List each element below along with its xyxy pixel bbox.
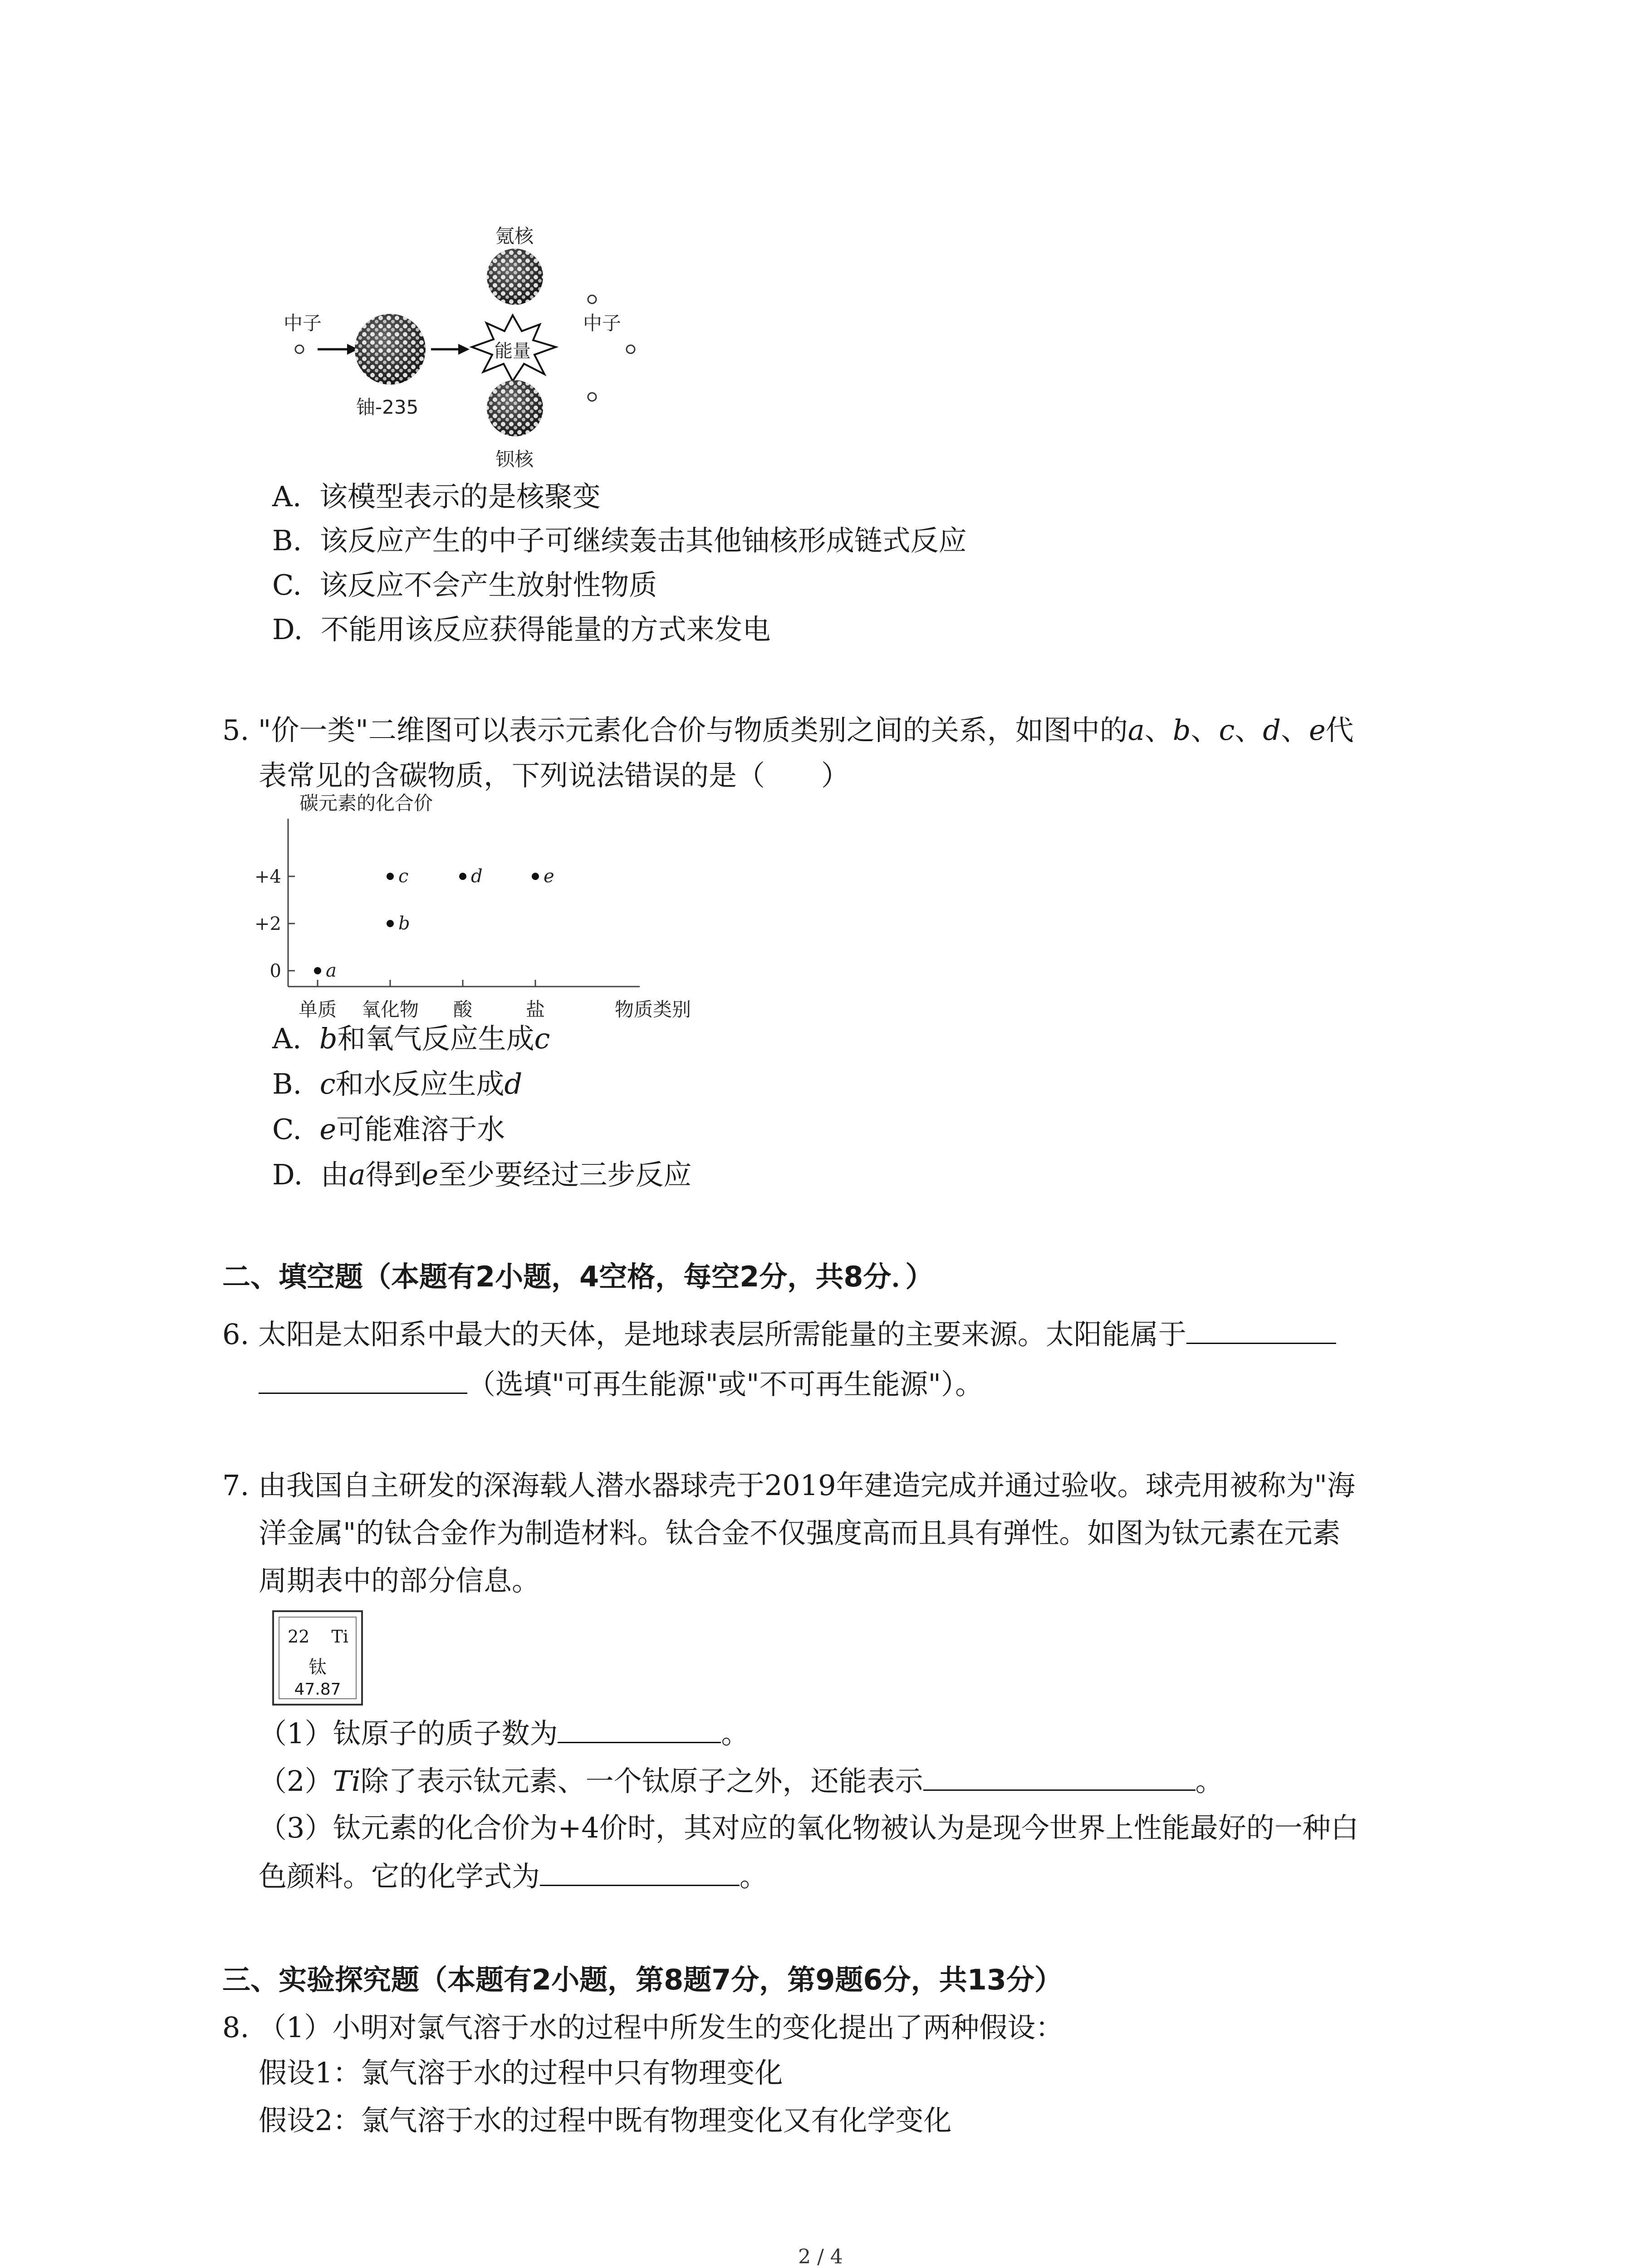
x-tick-label: 氧化物 bbox=[361, 998, 419, 1021]
option-text: 该模型表示的是核聚变 bbox=[319, 480, 601, 513]
element-symbol: Ti bbox=[331, 1627, 348, 1647]
data-point-c bbox=[387, 873, 394, 880]
data-point-label: e bbox=[544, 866, 554, 887]
q6-line2 bbox=[259, 1365, 983, 1403]
label-u235: 铀-235 bbox=[356, 396, 419, 418]
label-energy: 能量 bbox=[495, 341, 531, 362]
option-letter: B. bbox=[272, 524, 302, 557]
option-letter: C. bbox=[272, 1113, 302, 1146]
titanium-element-card bbox=[272, 1610, 363, 1706]
q5-option-a bbox=[272, 1021, 550, 1057]
outgoing-neutron-3 bbox=[588, 393, 596, 401]
option-var: b bbox=[319, 1022, 338, 1055]
valence-chart-svg bbox=[236, 792, 735, 1027]
option-letter: D. bbox=[272, 613, 303, 646]
q5-option-c bbox=[272, 1111, 505, 1148]
option-text: 至少要经过三步反应 bbox=[438, 1158, 692, 1191]
q7-line3: 周期表中的部分信息。 bbox=[259, 1564, 540, 1597]
option-letter: D. bbox=[272, 1158, 303, 1191]
q7-blank-1[interactable] bbox=[558, 1715, 721, 1743]
section2-title: 二、填空题（本题有2小题，4空格，每空2分，共8分．） bbox=[222, 1260, 934, 1293]
option-text: 和水反应生成 bbox=[335, 1067, 505, 1100]
option-var: c bbox=[534, 1022, 550, 1055]
var-b: b bbox=[1172, 714, 1191, 747]
option-letter: A. bbox=[272, 1022, 302, 1055]
x-tick-label: 单质 bbox=[298, 998, 337, 1021]
data-point-label: b bbox=[398, 913, 410, 934]
data-point-label: d bbox=[471, 866, 483, 887]
q5-option-d bbox=[272, 1157, 691, 1193]
var-c: c bbox=[1219, 714, 1235, 747]
valence-chart bbox=[236, 792, 735, 1027]
data-point-label: c bbox=[398, 866, 409, 887]
data-point-b bbox=[387, 920, 394, 927]
q7-sub3-line1: （3）钛元素的化合价为+4价时，其对应的氧化物被认为是现今世界上性能最好的一种白 bbox=[259, 1811, 1359, 1844]
option-text: 该反应产生的中子可继续轰击其他铀核形成链式反应 bbox=[319, 524, 967, 557]
y-tick-label: +2 bbox=[255, 914, 281, 934]
q8-line1: 8. （1）小明对氯气溶于水的过程中所发生的变化提出了两种假设： bbox=[222, 2011, 1064, 2044]
q6-blank-1[interactable] bbox=[1186, 1315, 1336, 1344]
q5-stem-text: 5. "价一类"二维图可以表示元素化合价与物质类别之间的关系，如图中的 bbox=[222, 714, 1128, 747]
var-d: d bbox=[1263, 714, 1281, 747]
option-letter: A. bbox=[272, 480, 302, 513]
separator: 、 bbox=[1190, 714, 1219, 747]
q7-sub-text: 色颜料。它的化学式为 bbox=[259, 1860, 540, 1893]
x-tick-label: 盐 bbox=[525, 998, 545, 1021]
separator: 、 bbox=[1281, 714, 1309, 747]
q7-sub-text: 。 bbox=[721, 1717, 749, 1750]
var-a: a bbox=[1127, 714, 1145, 747]
q5-stem-line2: 表常见的含碳物质，下列说法错误的是（ ） bbox=[259, 759, 850, 792]
q7-blank-3[interactable] bbox=[540, 1857, 740, 1886]
data-point-e bbox=[532, 873, 539, 880]
outgoing-neutron-2 bbox=[627, 345, 635, 353]
separator: 、 bbox=[1234, 714, 1263, 747]
chart-ylabel: 碳元素的化合价 bbox=[299, 792, 433, 814]
fission-diagram-graphic bbox=[272, 218, 681, 472]
q7-sub1 bbox=[259, 1715, 749, 1752]
element-name: 钛 bbox=[309, 1657, 327, 1678]
q5-stem-line1 bbox=[222, 712, 1354, 748]
q7-line1: 7. 由我国自主研发的深海载人潜水器球壳于2019年建造完成并通过验收。球壳用被称为"海 bbox=[222, 1469, 1356, 1502]
label-neutron-in: 中子 bbox=[284, 312, 322, 334]
q4-option-d bbox=[272, 611, 771, 648]
data-point-label: a bbox=[326, 960, 337, 981]
q7-sub-text: 。 bbox=[740, 1860, 768, 1893]
label-barium: 钡核 bbox=[495, 448, 534, 470]
q4-option-a bbox=[272, 479, 601, 515]
option-text: 不能用该反应获得能量的方式来发电 bbox=[320, 613, 771, 646]
krypton-nucleus bbox=[487, 249, 543, 305]
option-var: e bbox=[319, 1113, 337, 1146]
option-letter: B. bbox=[272, 1067, 302, 1100]
option-var: d bbox=[504, 1067, 523, 1100]
label-krypton: 氪核 bbox=[495, 225, 534, 247]
option-var: a bbox=[348, 1158, 366, 1191]
option-text: 由 bbox=[320, 1158, 349, 1191]
q6-text: （选填"可再生能源"或"不可再生能源"）。 bbox=[467, 1368, 984, 1401]
option-text: 可能难溶于水 bbox=[336, 1113, 505, 1146]
q7-sub-text: （2） bbox=[259, 1765, 333, 1798]
section3-title: 三、实验探究题（本题有2小题，第8题7分，第9题6分，共13分） bbox=[222, 1963, 1063, 1996]
q4-option-b bbox=[272, 523, 967, 559]
q7-sub-text: （1）钛原子的质子数为 bbox=[259, 1717, 558, 1750]
barium-nucleus bbox=[487, 380, 543, 436]
outgoing-neutron-1 bbox=[588, 295, 596, 303]
q5-option-b bbox=[272, 1066, 522, 1102]
x-tick-label: 酸 bbox=[453, 998, 473, 1021]
option-var: e bbox=[421, 1158, 439, 1191]
q6-line1 bbox=[222, 1315, 1336, 1353]
q7-ti-symbol: Ti bbox=[333, 1765, 361, 1798]
atomic-mass: 47.87 bbox=[294, 1680, 341, 1699]
separator: 、 bbox=[1144, 714, 1173, 747]
option-text: 该反应不会产生放射性物质 bbox=[319, 568, 657, 601]
chart-xlabel: 物质类别 bbox=[615, 998, 691, 1021]
q8-line3: 假设2：氯气溶于水的过程中既有物理变化又有化学变化 bbox=[259, 2104, 952, 2137]
fission-diagram bbox=[272, 218, 681, 472]
atomic-number: 22 bbox=[288, 1627, 310, 1647]
q7-sub-text: 。 bbox=[1195, 1765, 1224, 1798]
uranium-nucleus bbox=[355, 314, 426, 385]
option-text: 和氧气反应生成 bbox=[337, 1022, 534, 1055]
titanium-card-inner bbox=[279, 1617, 357, 1699]
page-number: 2 / 4 bbox=[798, 2245, 843, 2268]
q7-sub2 bbox=[259, 1762, 1224, 1799]
option-letter: C. bbox=[272, 568, 302, 601]
q7-sub3-line2 bbox=[259, 1857, 768, 1895]
incoming-neutron bbox=[295, 345, 304, 353]
q7-line2: 洋金属"的钛合金作为制造材料。钛合金不仅强度高而且具有弹性。如图为钛元素在元素 bbox=[259, 1516, 1341, 1549]
y-tick-label: 0 bbox=[269, 961, 281, 982]
y-tick-label: +4 bbox=[255, 866, 281, 887]
option-text: 得到 bbox=[365, 1158, 422, 1191]
data-point-d bbox=[459, 873, 466, 880]
label-neutron-out: 中子 bbox=[583, 312, 622, 334]
q6-text: 6. 太阳是太阳系中最大的天体，是地球表层所需能量的主要来源。太阳能属于 bbox=[222, 1318, 1186, 1351]
q4-option-c bbox=[272, 567, 657, 603]
data-point-a bbox=[314, 967, 321, 974]
q8-line2: 假设1：氯气溶于水的过程中只有物理变化 bbox=[259, 2056, 783, 2089]
q7-sub-text: 除了表示钛元素、一个钛原子之外，还能表示 bbox=[360, 1765, 923, 1798]
var-e: e bbox=[1309, 714, 1326, 747]
q7-blank-2[interactable] bbox=[923, 1762, 1195, 1791]
option-var: c bbox=[319, 1067, 336, 1100]
q6-blank-2[interactable] bbox=[259, 1365, 467, 1394]
q5-stem-text: 代 bbox=[1325, 714, 1354, 747]
